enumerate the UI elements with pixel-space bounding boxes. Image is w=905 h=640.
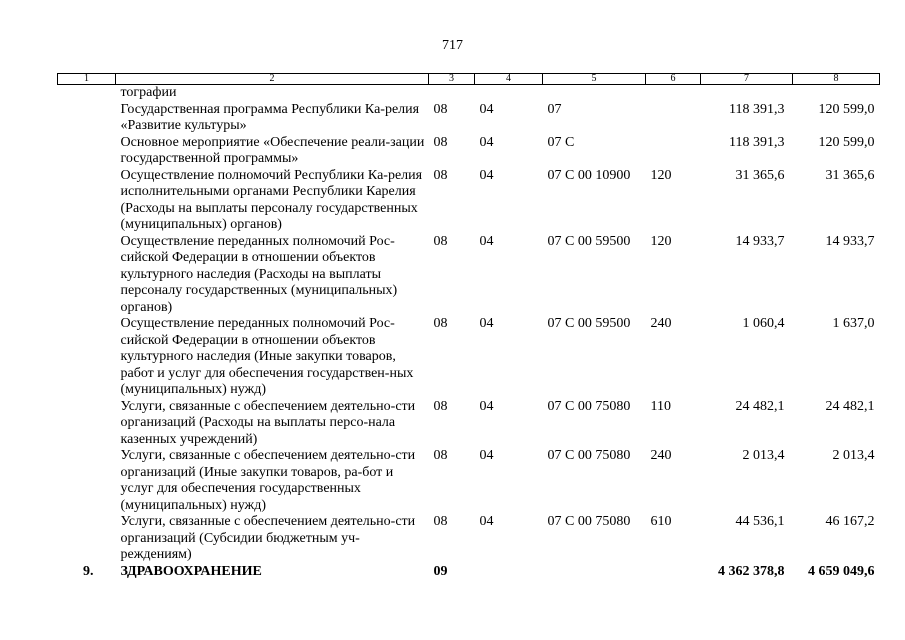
table-row bbox=[58, 399, 880, 449]
table-row bbox=[58, 135, 880, 168]
section-code-cell: 08 bbox=[433, 167, 448, 183]
table-row bbox=[58, 564, 880, 581]
page-number: 717 bbox=[442, 38, 463, 53]
amount-year2-cell: 120 599,0 bbox=[818, 134, 875, 150]
expense-type-cell bbox=[646, 564, 701, 581]
expense-type-cell: 110 bbox=[650, 398, 671, 414]
subsection-code-cell: 04 bbox=[479, 316, 494, 331]
section-code-cell: 08 bbox=[433, 233, 448, 249]
amount-year2-cell: 24 482,1 bbox=[825, 398, 875, 414]
section-code-cell: 08 bbox=[433, 398, 448, 414]
item-name-cell: Услуги, связанные с обеспечением деятельно-сти организаций (Расходы на выплаты персо-нала казенных учреждений) bbox=[120, 398, 416, 447]
table-row bbox=[58, 514, 880, 564]
section-code-cell: 08 bbox=[433, 514, 448, 529]
subsection-code-cell bbox=[475, 564, 543, 581]
section-code-cell: 08 bbox=[433, 448, 448, 463]
amount-year1-cell: 4 362 378,8 bbox=[718, 563, 785, 579]
row-number-cell bbox=[58, 514, 116, 564]
subsection-code-cell bbox=[475, 85, 543, 102]
row-number-cell bbox=[58, 168, 116, 234]
budget-table bbox=[57, 73, 880, 580]
amount-year2-cell bbox=[793, 85, 880, 102]
section-code-cell bbox=[429, 85, 475, 102]
amount-year2-cell: 120 599,0 bbox=[818, 101, 875, 117]
column-header-7: 7 bbox=[701, 74, 793, 85]
item-name-cell: тографии bbox=[120, 85, 177, 100]
amount-year1-cell: 24 482,1 bbox=[735, 398, 785, 414]
column-header-6: 6 bbox=[646, 74, 701, 85]
section-code-cell: 08 bbox=[433, 134, 448, 150]
target-article-cell bbox=[543, 564, 646, 581]
target-article-cell: 07 С 00 59500 bbox=[547, 233, 631, 249]
row-number-cell bbox=[58, 234, 116, 317]
amount-year2-cell: 2 013,4 bbox=[832, 448, 875, 463]
amount-year2-cell: 14 933,7 bbox=[825, 233, 875, 249]
column-header-1: 1 bbox=[58, 74, 116, 85]
amount-year2-cell: 46 167,2 bbox=[825, 514, 875, 529]
section-code-cell: 08 bbox=[433, 101, 448, 117]
table-body bbox=[58, 85, 880, 581]
amount-year2-cell: 31 365,6 bbox=[825, 167, 875, 183]
target-article-cell: 07 С 00 10900 bbox=[547, 167, 631, 183]
table-row bbox=[58, 448, 880, 514]
section-code-cell: 09 bbox=[433, 563, 448, 579]
amount-year1-cell: 118 391,3 bbox=[729, 101, 785, 117]
table-row bbox=[58, 102, 880, 135]
column-header-4: 4 bbox=[475, 74, 543, 85]
amount-year1-cell: 44 536,1 bbox=[735, 514, 785, 529]
amount-year1-cell: 31 365,6 bbox=[735, 167, 785, 183]
column-number-header bbox=[58, 74, 880, 85]
row-number-cell bbox=[58, 399, 116, 449]
amount-year1-cell: 14 933,7 bbox=[735, 233, 785, 249]
column-header-2: 2 bbox=[116, 74, 429, 85]
target-article-cell: 07 С 00 59500 bbox=[547, 316, 631, 331]
amount-year2-cell: 1 637,0 bbox=[832, 316, 875, 331]
subsection-code-cell: 04 bbox=[479, 233, 494, 249]
target-article-cell: 07 С 00 75080 bbox=[547, 448, 631, 463]
item-name-cell: Основное мероприятие «Обеспечение реали-зации государственной программы» bbox=[120, 134, 425, 166]
expense-type-cell: 240 bbox=[650, 316, 672, 331]
column-header-3: 3 bbox=[429, 74, 475, 85]
item-name-cell: Государственная программа Республики Ка-релия «Развитие культуры» bbox=[120, 101, 420, 133]
item-name-cell: Услуги, связанные с обеспечением деятельно-сти организаций (Иные закупки товаров, ра-бот и услуг для обеспечения государственных (муниципальных) нужд) bbox=[120, 448, 416, 513]
row-number-cell bbox=[58, 448, 116, 514]
amount-year1-cell: 118 391,3 bbox=[729, 134, 785, 150]
expense-type-cell: 120 bbox=[650, 167, 672, 183]
expense-type-cell: 240 bbox=[650, 448, 672, 463]
item-name-cell: Осуществление переданных полномочий Рос-сийской Федерации в отношении объектов культурного наследия (Расходы на выплаты персоналу государственных (муниципальных) органов) bbox=[120, 233, 398, 315]
expense-type-cell bbox=[646, 85, 701, 102]
section-code-cell: 08 bbox=[433, 316, 448, 331]
column-header-8: 8 bbox=[793, 74, 880, 85]
target-article-cell: 07 С 00 75080 bbox=[547, 398, 631, 414]
table-row bbox=[58, 234, 880, 317]
item-name-cell: Осуществление полномочий Республики Ка-релия исполнительными органами Республики Карелия (Расходы на выплаты персоналу государственных (муниципальных) органов) bbox=[120, 167, 423, 232]
item-name-cell: ЗДРАВООХРАНЕНИЕ bbox=[120, 563, 262, 579]
subsection-code-cell: 04 bbox=[479, 514, 494, 529]
table-row bbox=[58, 316, 880, 399]
target-article-cell: 07 С 00 75080 bbox=[547, 514, 631, 529]
target-article-cell bbox=[543, 85, 646, 102]
table-row bbox=[58, 85, 880, 102]
subsection-code-cell: 04 bbox=[479, 101, 494, 117]
column-header-5: 5 bbox=[543, 74, 646, 85]
subsection-code-cell: 04 bbox=[479, 398, 494, 414]
target-article-cell: 07 bbox=[547, 101, 562, 117]
amount-year1-cell: 2 013,4 bbox=[742, 448, 785, 463]
row-number-cell: 9. bbox=[83, 563, 94, 579]
amount-year1-cell bbox=[701, 85, 793, 102]
row-number-cell bbox=[58, 85, 116, 102]
expense-type-cell: 610 bbox=[650, 514, 672, 529]
amount-year1-cell: 1 060,4 bbox=[742, 316, 785, 331]
subsection-code-cell: 04 bbox=[479, 167, 494, 183]
expense-type-cell bbox=[646, 135, 701, 168]
amount-year2-cell: 4 659 049,6 bbox=[808, 563, 875, 579]
row-number-cell bbox=[58, 102, 116, 135]
expense-type-cell bbox=[646, 102, 701, 135]
subsection-code-cell: 04 bbox=[479, 134, 494, 150]
expense-type-cell: 120 bbox=[650, 233, 672, 249]
row-number-cell bbox=[58, 135, 116, 168]
table-row bbox=[58, 168, 880, 234]
row-number-cell bbox=[58, 316, 116, 399]
subsection-code-cell: 04 bbox=[479, 448, 494, 463]
item-name-cell: Услуги, связанные с обеспечением деятельно-сти организаций (Субсидии бюджетным уч-реждениям) bbox=[120, 514, 416, 562]
item-name-cell: Осуществление переданных полномочий Рос-сийской Федерации в отношении объектов культурного наследия (Иные закупки товаров, работ и услуг для обеспечения государствен-ных (муниципальных) нужд) bbox=[120, 316, 414, 397]
target-article-cell: 07 С bbox=[547, 134, 575, 150]
